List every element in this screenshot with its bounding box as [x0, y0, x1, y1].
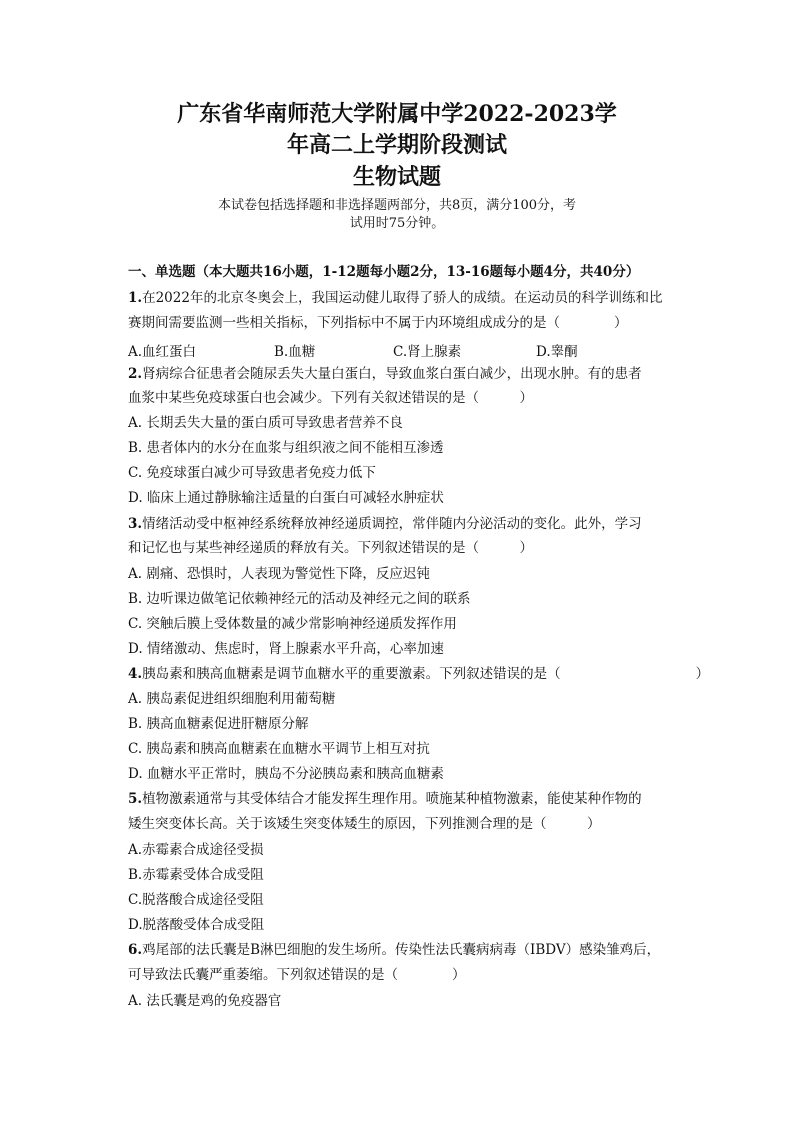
question-2-option-d[interactable]: D. 临床上通过静脉输注适量的白蛋白可减轻水肿症状 — [128, 490, 444, 506]
option-c[interactable]: C.肾上腺素 — [393, 344, 462, 360]
question-text: 植物激素通常与其受体结合才能发挥生理作用。喷施某种植物激素，能使某种作物的 — [142, 791, 642, 807]
question-text: 在2022年的北京冬奥会上，我国运动健儿取得了骄人的成绩。在运动员的科学训练和比 — [142, 290, 663, 306]
question-5-line1 — [128, 789, 642, 809]
exam-subject-title: 生物试题 — [352, 164, 441, 190]
question-3-option-a[interactable]: A. 剧痛、恐惧时，人表现为警觉性下降，反应迟钝 — [128, 566, 430, 582]
question-6-option-a[interactable]: A. 法氏囊是鸡的免疫器官 — [128, 993, 282, 1009]
question-number: 5. — [128, 791, 143, 807]
question-number: 1. — [128, 290, 143, 306]
question-number: 4. — [128, 666, 143, 682]
question-2-option-a[interactable]: A. 长期丢失大量的蛋白质可导致患者营养不良 — [128, 415, 403, 431]
option-b[interactable]: B.血糖 — [274, 344, 316, 360]
option-a[interactable]: A.血红蛋白 — [128, 344, 197, 360]
question-5-option-a[interactable]: A.赤霉素合成途径受损 — [128, 842, 264, 858]
question-2-line1 — [128, 364, 642, 384]
question-number: 6. — [128, 942, 143, 958]
question-text: 情绪活动受中枢神经系统释放神经递质调控，常伴随内分泌活动的变化。此外，学习 — [142, 516, 642, 532]
question-4-option-d[interactable]: D. 血糖水平正常时，胰岛不分泌胰岛素和胰高血糖素 — [128, 766, 444, 782]
question-2-option-b[interactable]: B. 患者体内的水分在血浆与组织液之间不能相互渗透 — [128, 440, 444, 456]
question-number: 2. — [128, 366, 143, 382]
question-3-line1 — [128, 514, 642, 534]
question-text: 肾病综合征患者会随尿丢失大量白蛋白，导致血浆白蛋白减少，出现水肿。有的患者 — [142, 366, 642, 382]
question-6-line2: 可导致法氏囊严重萎缩。下列叙述错误的是（ ） — [128, 967, 466, 983]
question-5-line2: 矮生突变体长高。关于该矮生突变体矮生的原因，下列推测合理的是（ ） — [128, 816, 601, 832]
option-d[interactable]: D.睾酮 — [536, 344, 578, 360]
exam-intro-line2: 试用时75分钟。 — [349, 216, 445, 231]
question-number: 3. — [128, 516, 143, 532]
question-5-option-b[interactable]: B.赤霉素受体合成受阻 — [128, 867, 264, 883]
question-4-option-a[interactable]: A. 胰岛素促进组织细胞利用葡萄糖 — [128, 691, 336, 707]
question-1-line2: 赛期间需要监测一些相关指标，下列指标中不属于内环境组成成分的是（ ） — [128, 315, 628, 331]
question-3-option-d[interactable]: D. 情绪激动、焦虑时，肾上腺素水平升高，心率加速 — [128, 641, 444, 657]
question-3-option-b[interactable]: B. 边听课边做笔记依赖神经元的活动及神经元之间的联系 — [128, 591, 471, 607]
section-heading: 一、单选题（本大题共16小题，1-12题每小题2分，13-16题每小题4分，共40分） — [128, 264, 640, 280]
question-2-line2: 血浆中某些免疫球蛋白也会减少。下列有关叙述错误的是（ ） — [128, 390, 533, 406]
question-5-option-c[interactable]: C.脱落酸合成途径受阻 — [128, 892, 264, 908]
question-6-line1 — [128, 940, 660, 960]
exam-intro-line1: 本试卷包括选择题和非选择题两部分，共8页，满分100分，考 — [217, 198, 577, 213]
question-5-option-d[interactable]: D.脱落酸受体合成受阻 — [128, 917, 265, 933]
question-3-option-c[interactable]: C. 突触后膜上受体数量的减少常影响神经递质发挥作用 — [128, 616, 457, 632]
question-4-option-c[interactable]: C. 胰岛素和胰高血糖素在血糖水平调节上相互对抗 — [128, 741, 430, 757]
question-4-option-b[interactable]: B. 胰高血糖素促进肝糖原分解 — [128, 716, 309, 732]
question-2-option-c[interactable]: C. 免疫球蛋白减少可导致患者免疫力低下 — [128, 465, 376, 481]
question-3-line2: 和记忆也与某些神经递质的释放有关。下列叙述错误的是（ ） — [128, 540, 533, 556]
question-4-line1 — [128, 664, 709, 684]
question-text: 胰岛素和胰高血糖素是调节血糖水平的重要激素。下列叙述错误的是（ ） — [142, 666, 710, 682]
exam-title-line1: 广东省华南师范大学附属中学2022-2023学 — [177, 101, 617, 127]
question-1-line1 — [128, 288, 662, 308]
question-text: 鸡尾部的法氏囊是B淋巴细胞的发生场所。传染性法氏囊病病毒（IBDV）感染雏鸡后， — [142, 942, 661, 958]
exam-title-line2: 年高二上学期阶段测试 — [286, 132, 507, 158]
